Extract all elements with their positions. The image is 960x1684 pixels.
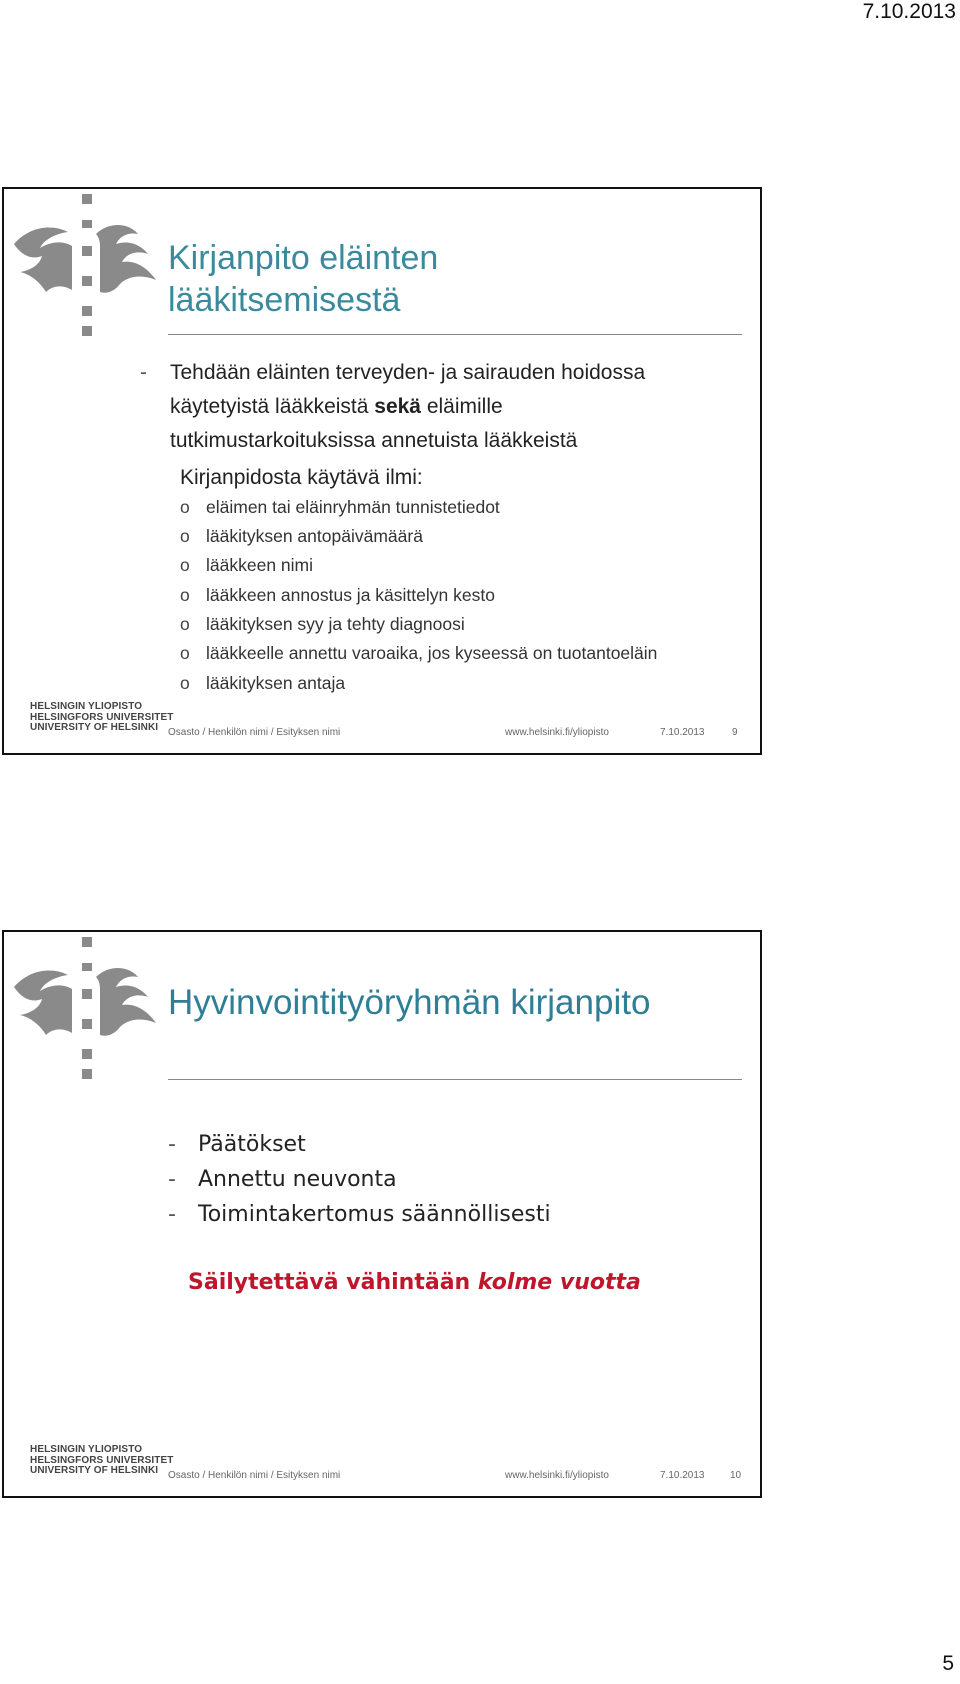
slide-title: Hyvinvointityöryhmän kirjanpito <box>168 983 651 1022</box>
page-date: 7.10.2013 <box>862 0 956 23</box>
list-item: o lääkityksen antopäivämäärä <box>180 526 423 546</box>
intro-line-3: tutkimustarkoituksissa annetuista lääkkeistä <box>170 429 578 452</box>
intro-line-2-after: eläimille <box>420 395 503 418</box>
list-item: o lääkityksen antaja <box>180 673 346 693</box>
list-item: o eläimen tai eläinryhmän tunnistetiedot <box>180 497 500 517</box>
list-item: - Päätökset <box>168 1132 306 1157</box>
university-logo-text: HELSINGIN YLIOPISTO HELSINGFORS UNIVERSITET UNIVERSITY OF HELSINKI <box>30 1444 174 1476</box>
list-item: - Annettu neuvonta <box>168 1167 397 1192</box>
list-item: o lääkkeen nimi <box>180 555 313 575</box>
footer-slide-number: 9 <box>732 727 738 738</box>
list-item: o lääkkeelle annettu varoaika, jos kyseessä on tuotantoeläin <box>180 643 658 663</box>
helsinki-flame-logo-icon <box>10 194 170 336</box>
list-item: o lääkkeen annostus ja käsittelyn kesto <box>180 585 495 605</box>
title-divider <box>168 334 742 335</box>
list-item: - Toimintakertomus säännöllisesti <box>168 1202 551 1227</box>
list-item: o lääkityksen syy ja tehty diagnoosi <box>180 614 465 634</box>
footer-url: www.helsinki.fi/yliopisto <box>505 1470 609 1481</box>
intro-line-2-before: käytetyistä lääkkeistä <box>170 395 375 418</box>
dash-marker: - <box>140 361 147 384</box>
subheading: Kirjanpidosta käytävä ilmi: <box>180 466 423 489</box>
footer-slide-number: 10 <box>730 1470 742 1481</box>
title-divider <box>168 1079 742 1080</box>
footer-date: 7.10.2013 <box>660 1470 705 1481</box>
intro-line-1: Tehdään eläinten terveyden- ja sairauden hoidossa <box>170 361 646 384</box>
intro-item <box>140 356 645 458</box>
retention-emphasis: kolme vuotta <box>477 1270 641 1295</box>
university-logo-text: HELSINGIN YLIOPISTO HELSINGFORS UNIVERSITET UNIVERSITY OF HELSINKI <box>30 701 174 733</box>
intro-bold-word: sekä <box>374 395 421 418</box>
slide-title: Kirjanpito eläinten lääkitsemisestä <box>168 239 439 319</box>
helsinki-flame-logo-icon <box>10 937 170 1079</box>
slide-10 <box>2 930 762 1498</box>
page-number: 5 <box>942 1652 954 1675</box>
footer-url: www.helsinki.fi/yliopisto <box>505 727 609 738</box>
footer-date: 7.10.2013 <box>660 727 705 738</box>
footer-author: Osasto / Henkilön nimi / Esityksen nimi <box>168 727 341 738</box>
footer-author: Osasto / Henkilön nimi / Esityksen nimi <box>168 1470 341 1481</box>
slide-9 <box>2 187 762 755</box>
retention-note: Säilytettävä vähintään kolme vuotta <box>188 1270 641 1295</box>
